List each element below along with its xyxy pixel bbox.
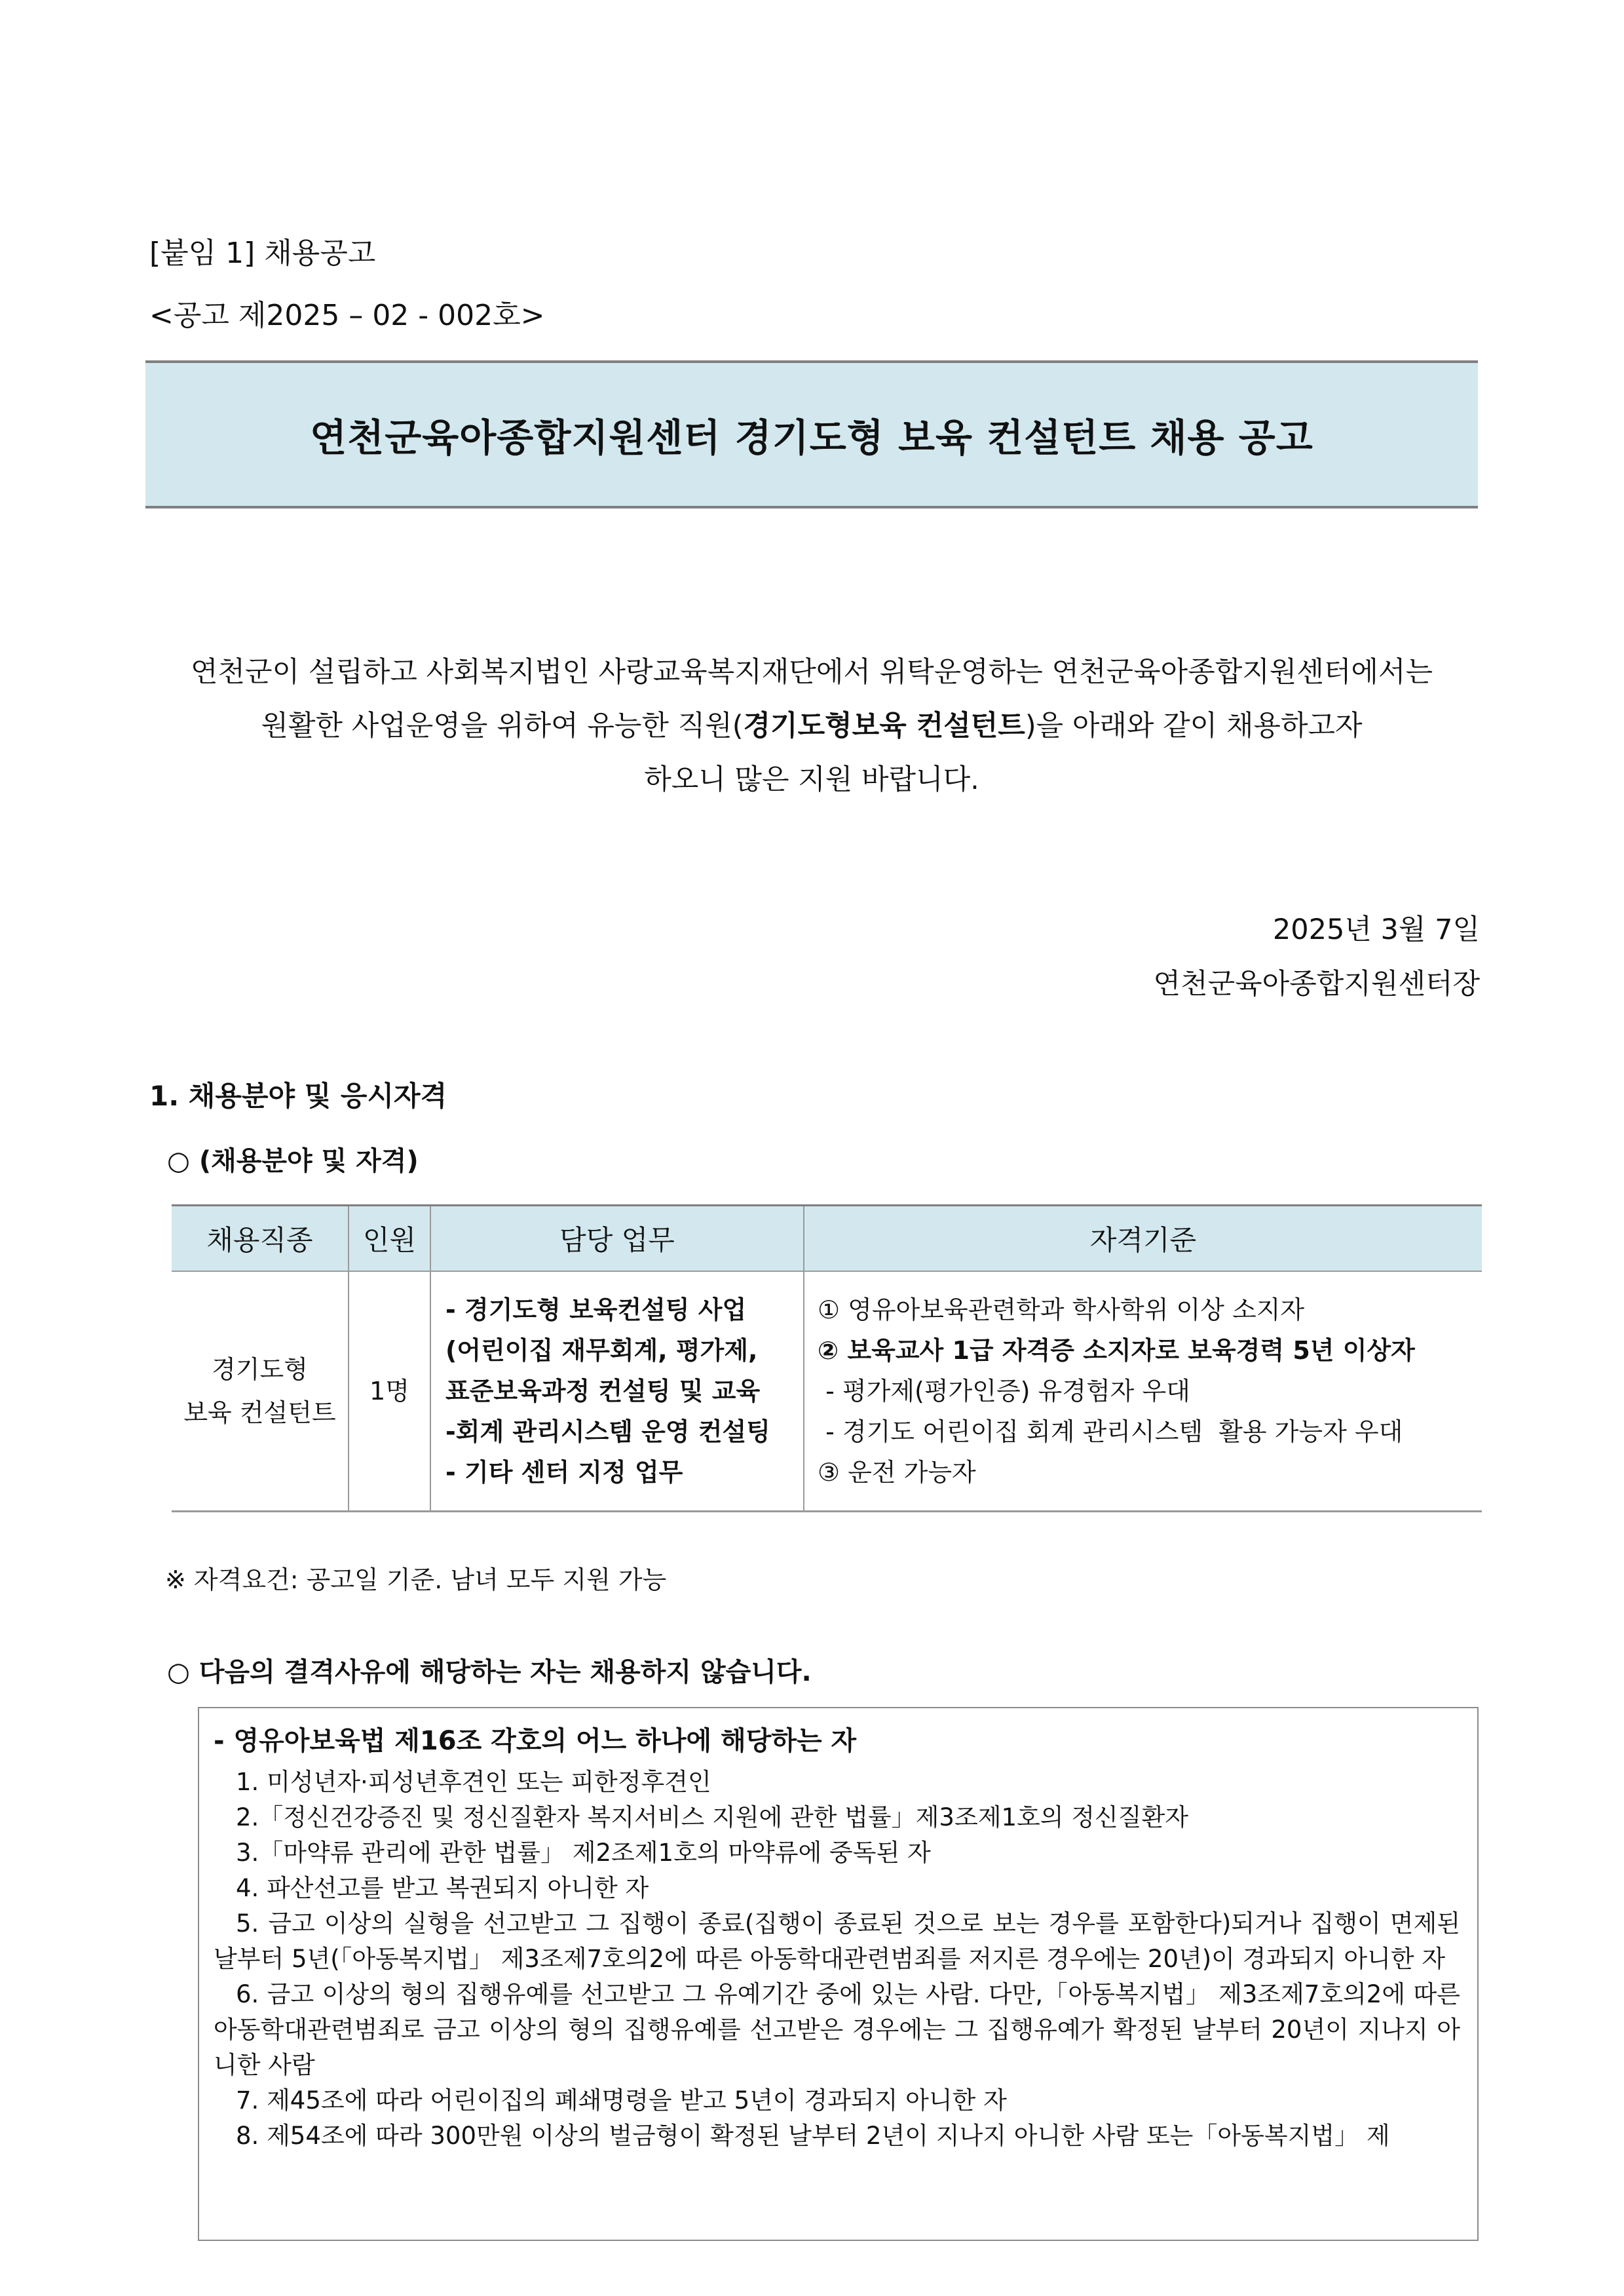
signer: 연천군육아종합지원센터장 [1153,968,1480,1001]
header-job: 채용직종 [172,1206,349,1272]
qualification-item: - 경기도 어린이집 회계 관리시스템 활용 가능자 우대 [818,1417,1403,1446]
section-1-subtitle: ○ (채용분야 및 자격) [167,1146,419,1176]
page-title: 연천군육아종합지원센터 경기도형 보육 컨설턴트 채용 공고 [310,415,1313,460]
qualification-item: - 평가제(평가인증) 유경험자 우대 [818,1377,1190,1406]
qualification-item: ③ 운전 가능자 [818,1458,976,1487]
intro-paragraph [145,645,1478,807]
list-item: 6. 금고 이상의 형의 집행유예를 선고받고 그 유예기간 중에 있는 사람. 다만,「아동복지법」 제3조제7호의2에 따른 아동학대관련범죄로 금고 이상의 형의 집행유예를 선고받은 경우에는 그 집행유예가 확정된 날부터 20년이 지나지 아니한 사람 [214,1980,1460,2079]
recruitment-table [172,1204,1482,1512]
intro-line-1: 연천군이 설립하고 사회복지법인 사랑교육복지재단에서 위탁운영하는 연천군육아종합지원센터에서는 [190,656,1433,689]
header-duties: 담당 업무 [430,1206,804,1272]
duty-item: 표준보육과정 컨설팅 및 교육 [445,1377,761,1406]
list-item: 1. 미성년자·피성년후견인 또는 피한정후견인 [236,1768,711,1796]
title-banner [145,360,1478,508]
qualification-item: ① 영유아보육관련학과 학사학위 이상 소지자 [818,1295,1305,1324]
intro-line-2 [145,699,1478,753]
cell-qualifications [804,1271,1482,1512]
job-line-1: 경기도형 [212,1355,308,1384]
intro-line-2-pre: 원활한 사업운영을 위하여 유능한 직원( [261,710,744,742]
cell-count: 1명 [349,1271,430,1512]
table-row [172,1271,1482,1512]
header-count: 인원 [349,1206,430,1272]
intro-line-3: 하오니 많은 지원 바랍니다. [644,763,979,796]
qualification-item: ② 보육교사 1급 자격증 소지자로 보육경력 5년 이상자 [818,1336,1415,1365]
list-item: 7. 제45조에 따라 어린이집의 폐쇄명령을 받고 5년이 경과되지 아니한 자 [236,2086,1007,2114]
intro-position-highlight: 경기도형보육 컨설턴트 [743,710,1025,742]
list-item: 5. 금고 이상의 실형을 선고받고 그 집행이 종료(집행이 종료된 것으로 보는 경우를 포함한다)되거나 집행이 면제된 날부터 5년(「아동복지법」 제3조제7호의2에 따른 아동학대관련범죄를 저지른 경우에는 20년)이 경과되지 아니한 자 [214,1909,1460,1973]
cell-duties [430,1271,804,1512]
list-item: 2.「정신건강증진 및 정신질환자 복지서비스 지원에 관한 법률」제3조제1호의 정신질환자 [236,1803,1188,1831]
notice-number: <공고 제2025 – 02 - 002호> [149,299,545,332]
notice-date: 2025년 3월 7일 [1272,913,1480,946]
header-qualifications: 자격기준 [804,1206,1482,1272]
cell-job [172,1271,349,1512]
eligibility-note: ※ 자격요건: 공고일 기준. 남녀 모두 지원 가능 [165,1565,667,1594]
duty-item: -회계 관리시스템 운영 컨설팅 [445,1417,770,1446]
attachment-label: [붙임 1] 채용공고 [149,237,376,270]
intro-line-2-post: )을 아래와 같이 채용하고자 [1025,710,1363,742]
disqualification-heading: - 영유아보육법 제16조 각호의 어느 하나에 해당하는 자 [214,1726,857,1756]
disqualification-box [198,1707,1479,2241]
section-1-title: 1. 채용분야 및 응시자격 [149,1080,447,1112]
duty-item: (어린이집 재무회계, 평가제, [445,1336,758,1365]
job-line-2: 보육 컨설턴트 [183,1398,336,1427]
duty-item: - 경기도형 보육컨설팅 사업 [445,1295,747,1324]
section-2-subtitle: ○ 다음의 결격사유에 해당하는 자는 채용하지 않습니다. [167,1657,812,1687]
list-item: 3.「마약류 관리에 관한 법률」 제2조제1호의 마약류에 중독된 자 [236,1839,931,1867]
list-item: 4. 파산선고를 받고 복권되지 아니한 자 [236,1874,649,1902]
list-item: 8. 제54조에 따라 300만원 이상의 벌금형이 확정된 날부터 2년이 지나지 아니한 사람 또는「아동복지법」 제 [236,2122,1390,2150]
duty-item: - 기타 센터 지정 업무 [445,1458,683,1487]
table-header-row [172,1206,1482,1272]
